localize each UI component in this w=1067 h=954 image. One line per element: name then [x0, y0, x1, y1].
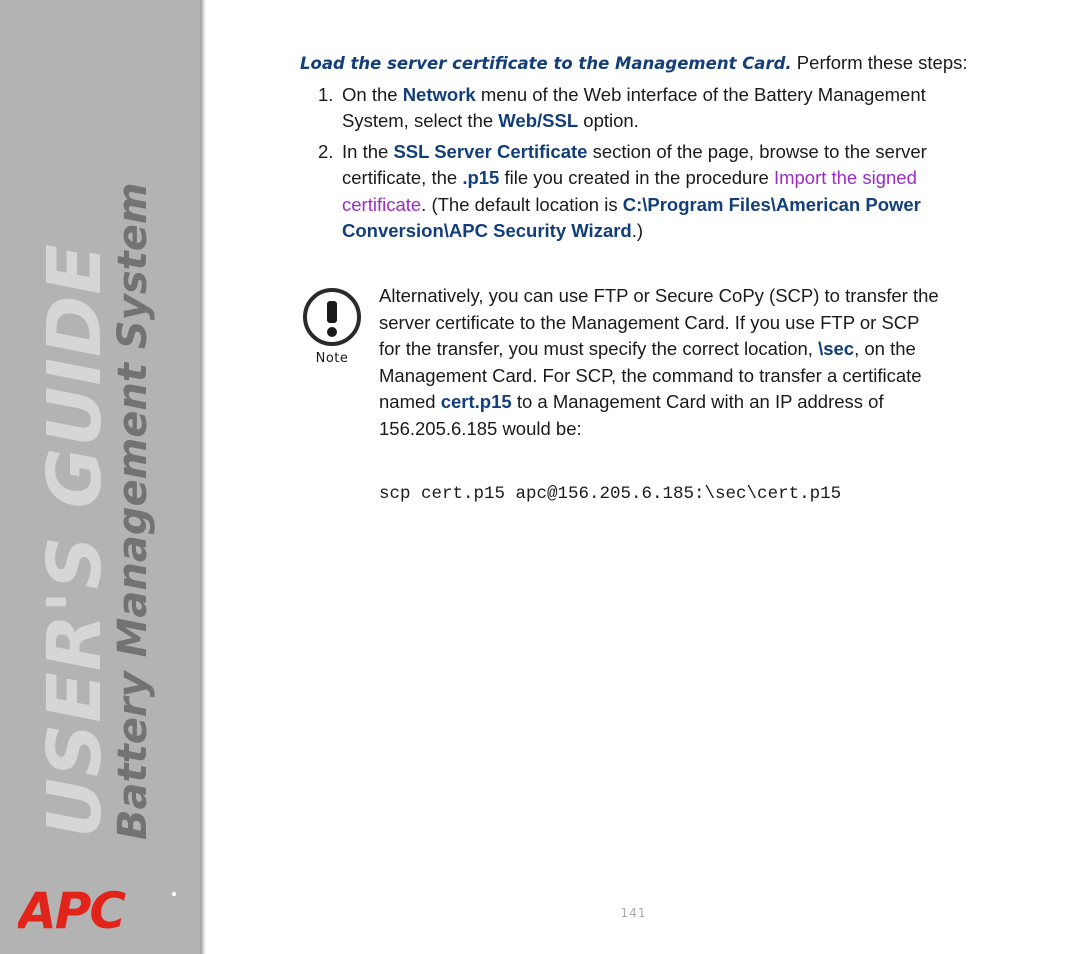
list-item	[300, 139, 980, 245]
lead-paragraph	[300, 50, 980, 78]
product-title: Battery Management System	[110, 182, 156, 840]
note-text	[379, 283, 939, 442]
exclamation-icon	[302, 288, 362, 348]
import-certificate-link[interactable]: Import the signed certificate	[342, 167, 917, 215]
note-label: Note	[315, 351, 349, 366]
step-number: 2.	[318, 140, 334, 162]
step-text: . (The default location is	[421, 193, 623, 215]
keyword-sec: \sec	[818, 338, 855, 359]
page-number: 141	[620, 906, 647, 920]
list-item	[300, 82, 980, 135]
keyword-default-path: C:\Program Files\American Power Conversion\APC Security Wizard	[342, 193, 921, 241]
sidebar-edge	[200, 0, 206, 954]
logo-text: APC	[18, 884, 125, 932]
note-block-icon	[302, 288, 362, 366]
step-number: 1.	[318, 83, 334, 105]
scp-command: scp cert.p15 apc@156.205.6.185:\sec\cert.p15	[379, 484, 842, 504]
step-text: section of the page, browse to the server certificate, the	[342, 140, 927, 188]
step-text: option.	[578, 110, 639, 131]
note-text-part: Alternatively, you can use FTP or Secure CoPy (SCP) to transfer the server certificate to the Management Card. If you use FTP or SCP for the transfer, you must specify the correct location,	[379, 285, 939, 359]
step-text: In the	[342, 140, 394, 162]
note-text-part: , on the Management Card. For SCP, the command to transfer a certificate named	[379, 338, 922, 412]
main-content	[300, 50, 980, 249]
section-title: Load the server certificate to the Management Card.	[300, 54, 792, 73]
note-text-part: to a Management Card with an IP address of 156.205.6.185 would be:	[379, 391, 884, 439]
guide-title: USER'S GUIDE	[32, 243, 118, 838]
step-text: menu of the Web interface of the Battery Management System, select the	[342, 83, 926, 131]
keyword-cert-p15: cert.p15	[440, 391, 512, 412]
lead-text: Perform these steps:	[791, 52, 968, 73]
step-text: On the	[342, 83, 403, 105]
step-text: file you created in the procedure	[499, 167, 774, 188]
keyword-p15: .p15	[462, 167, 500, 188]
keyword-ssl-cert: SSL Server Certificate	[393, 140, 588, 162]
steps-list	[300, 82, 980, 245]
keyword-web-ssl: Web/SSL	[498, 110, 579, 131]
step-text: .)	[631, 220, 644, 241]
keyword-network: Network	[402, 83, 476, 105]
